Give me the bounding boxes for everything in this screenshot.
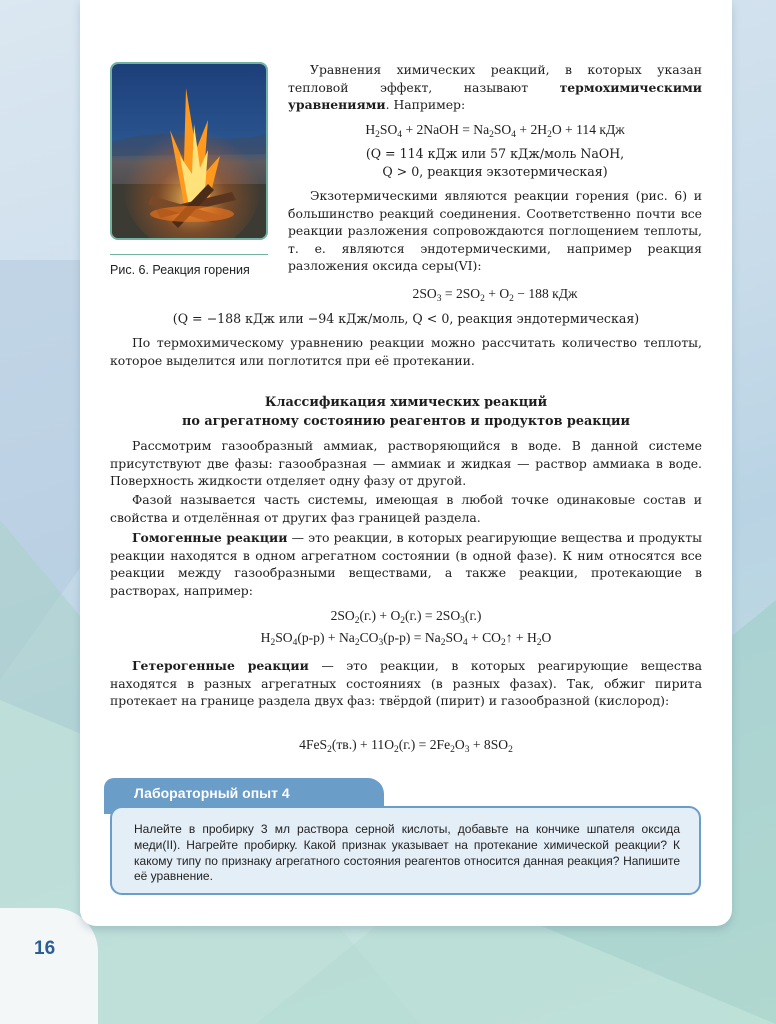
eq-sub: 3 [436, 294, 442, 304]
eq-sub: 2 [489, 130, 494, 140]
equation-pyrite-roasting [110, 737, 702, 755]
eq-part: SO [493, 122, 512, 137]
eq-part: + 8SO [469, 737, 509, 752]
paragraph-heat-calculation: По термохимическому уравнению реакции можно рассчитать количество теплоты, которое выделится или поглотится при её протекании. [110, 335, 702, 368]
text-span: . Например: [385, 97, 466, 113]
eq-sub: 2 [440, 638, 446, 648]
term-homogeneous: Гомогенные реакции [132, 530, 288, 545]
lab-experiment-title: Лабораторный опыт 4 [134, 785, 290, 801]
eq-part: CO [359, 630, 379, 645]
paragraph-ammonia: Рассмотрим газообразный аммиак, растворяющийся в воде. В данной системе присутствуют две фазы: газообразная — аммиак и жидкая — раствор аммиака в воде. Поверхность жидкости отделяет одну фазу от другой. [110, 438, 702, 489]
equation-so2-oxidation [110, 608, 702, 626]
eq-sub: 2 [450, 745, 455, 755]
eq-sub: 2 [400, 616, 406, 626]
eq-sub: 2 [480, 294, 485, 304]
eq-sub: 2 [327, 745, 332, 755]
eq-part: SO [379, 122, 398, 137]
eq-sub: 2 [354, 638, 360, 648]
eq-part: − 188 кДж [513, 286, 578, 301]
eq-part: O [541, 630, 552, 645]
paragraph-heterogeneous [110, 657, 702, 710]
text-span: — это реакции, в которых реагирующие вещества находятся в разных агрегатных состояниях (в разных фазах). Так, обжиг пирита протекает на границе раздела двух фаз: твёрдой (пирит) и газообразной (кислород): [110, 658, 702, 709]
eq-part: + 2NaOH = Na [402, 122, 490, 137]
term-thermochemical: термохимическими уравнениями [288, 79, 702, 113]
section-heading [110, 393, 702, 431]
eq-part: + 2H [516, 122, 548, 137]
page-corner-tab [0, 908, 98, 1024]
eq-sub: 2 [547, 130, 552, 140]
eq-sub: 2 [500, 638, 506, 648]
campfire-photo [110, 62, 268, 240]
eq-part: (р-р) = Na [383, 630, 441, 645]
text-span: — это реакции, в которых реагирующие вещества и продукты реакции находятся в одном агрегатном состоянии (в одной фазе). К ним относятся все реакции между газообразными веществами, а также реакции, протекающие в растворах, например: [110, 530, 702, 598]
eq-part: = 2SO [441, 286, 481, 301]
eq-sub: 3 [460, 616, 465, 626]
equation-so3-decomposition [288, 286, 702, 304]
text-span: Уравнения химических реакций, в которых указан тепловой эффект, называют [288, 62, 702, 95]
figure-caption: Рис. 6. Реакция горения [110, 263, 250, 277]
eq-sub: 4 [511, 130, 516, 140]
eq-part: (г.) = 2Fe [398, 737, 451, 752]
eq-part: + O [484, 286, 510, 301]
eq-sub: 2 [270, 638, 276, 648]
eq-part: SO [275, 630, 293, 645]
equation-neutralization [288, 122, 702, 140]
eq-part: O [454, 737, 465, 752]
eq-sub: 2 [536, 638, 542, 648]
campfire-icon [112, 64, 268, 240]
eq-sub: 2 [509, 294, 514, 304]
paragraph-phase-definition: Фазой называется часть системы, имеющая в любой точке одинаковые состав и свойства и отделённая от других фаз границей раздела. [110, 492, 702, 525]
equation-note: Q > 0, реакция экзотермическая) [382, 164, 608, 179]
paragraph-homogeneous [110, 529, 702, 599]
eq-sub: 2 [394, 745, 399, 755]
lab-experiment-text: Налейте в пробирку 3 мл раствора серной кислоты, добавьте на кончике шпателя оксида меди(II). Нагрейте пробирку. Какой признак указывает на протекание химической реакции? К какому типу по признаку агрегатного состояния реагентов относится данная реакция? Напишите её уравнение. [134, 822, 680, 884]
eq-part: ↑ + H [505, 630, 537, 645]
heading-line: по агрегатному состоянию реагентов и продуктов реакции [182, 414, 630, 429]
eq-part: O + 114 кДж [551, 122, 625, 137]
eq-sub: 2 [508, 745, 513, 755]
eq-part: (г.) [464, 608, 482, 623]
page-number: 16 [34, 938, 56, 959]
term-heterogeneous: Гетерогенные реакции [132, 658, 309, 673]
eq-part: H [260, 630, 271, 645]
figure-divider [110, 254, 268, 255]
equation-note: (Q = −188 кДж или −94 кДж/моль, Q < 0, реакция эндотермическая) [172, 311, 640, 326]
eq-part: + CO [467, 630, 501, 645]
eq-part: (г.) = 2SO [405, 608, 461, 623]
paragraph-exothermic: Экзотермическими являются реакции горения (рис. 6) и большинство реакций соединения. Соответственно почти все реакции разложения сопровождаются поглощением теплоты, т. е. являются эндотермическими, например реакция разложения оксида серы(VI): [288, 188, 702, 274]
eq-part: 2SO [412, 286, 437, 301]
eq-sub: 2 [354, 616, 360, 626]
heading-line: Классификация химических реакций [264, 395, 548, 410]
eq-part: 2SO [330, 608, 355, 623]
eq-sub: 4 [462, 638, 468, 648]
eq-sub: 3 [464, 745, 470, 755]
eq-part: H [365, 122, 376, 137]
eq-part: (р-р) + Na [297, 630, 355, 645]
equation-sulfuric-carbonate [110, 630, 702, 648]
eq-sub: 3 [378, 638, 384, 648]
eq-sub: 4 [397, 130, 403, 140]
eq-sub: 2 [375, 130, 380, 140]
eq-part: 4FeS [299, 737, 328, 752]
eq-part: (г.) + O [359, 608, 401, 623]
eq-part: SO [445, 630, 463, 645]
eq-sub: 4 [292, 638, 298, 648]
eq-part: (тв.) + 11O [331, 737, 395, 752]
paragraph-thermochemical [288, 61, 702, 114]
equation-note: (Q = 114 кДж или 57 кДж/моль NaOH, [365, 146, 625, 161]
